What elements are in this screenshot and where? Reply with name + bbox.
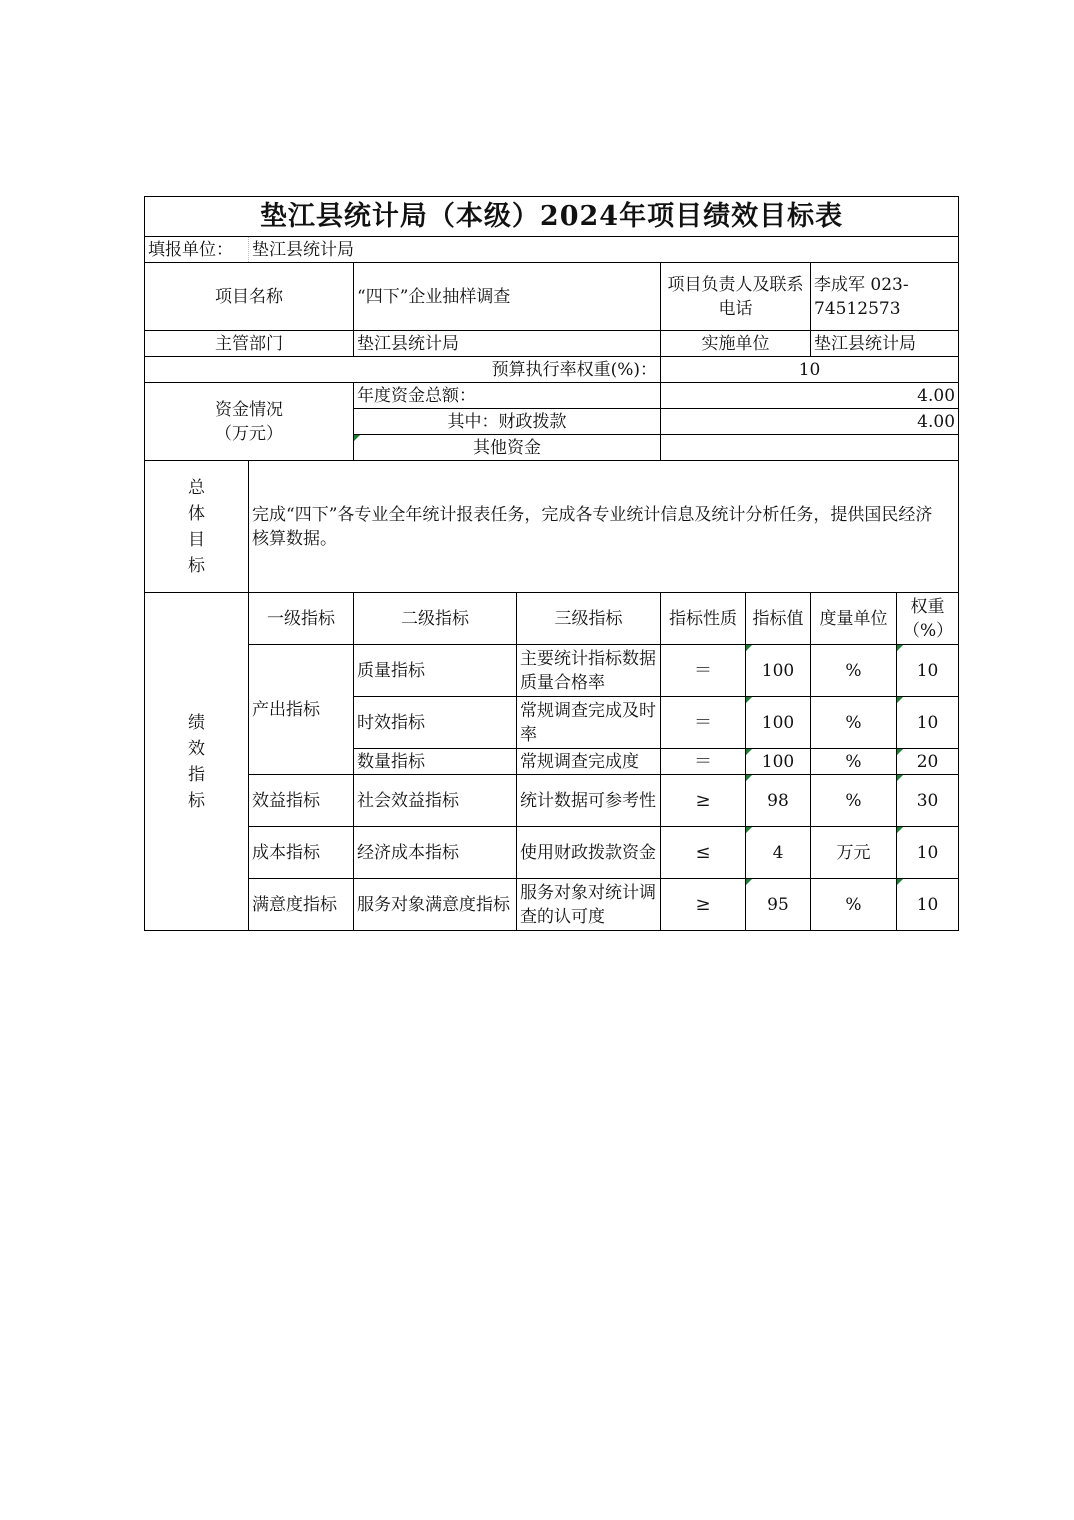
funds-other-value bbox=[661, 435, 959, 461]
row-nature: ≥ bbox=[661, 879, 746, 931]
table-row bbox=[145, 879, 959, 931]
table-row bbox=[145, 645, 959, 697]
row-value: 4 bbox=[746, 827, 811, 879]
row-value: 98 bbox=[746, 775, 811, 827]
row-level3: 主要统计指标数据质量合格率 bbox=[517, 645, 661, 697]
header-nature: 指标性质 bbox=[661, 593, 746, 645]
group-benefit: 效益指标 bbox=[249, 775, 354, 827]
row-level2: 经济成本指标 bbox=[354, 827, 517, 879]
funds-label bbox=[145, 383, 354, 461]
row-nature: ＝ bbox=[661, 645, 746, 697]
funds-label-line2: （万元） bbox=[215, 423, 283, 444]
table-row bbox=[145, 827, 959, 879]
row-level3: 使用财政拨款资金 bbox=[517, 827, 661, 879]
row-level3: 常规调查完成及时率 bbox=[517, 697, 661, 749]
table-title: 垫江县统计局（本级）2024年项目绩效目标表 bbox=[145, 197, 959, 237]
row-weight: 10 bbox=[897, 697, 959, 749]
row-unit: % bbox=[811, 749, 897, 775]
funds-fiscal-label: 其中：财政拨款 bbox=[354, 409, 661, 435]
impl-value: 垫江县统计局 bbox=[811, 331, 959, 357]
header-value: 指标值 bbox=[746, 593, 811, 645]
row-nature: ＝ bbox=[661, 697, 746, 749]
funds-label-line1: 资金情况 bbox=[215, 399, 283, 420]
group-satisfaction: 满意度指标 bbox=[249, 879, 354, 931]
dept-value: 垫江县统计局 bbox=[354, 331, 661, 357]
row-unit: % bbox=[811, 879, 897, 931]
fill-unit-label: 填报单位： bbox=[145, 237, 249, 263]
header-weight: 权重（%） bbox=[897, 593, 959, 645]
project-name-label: 项目名称 bbox=[145, 263, 354, 331]
indicator-label-char: 绩 bbox=[188, 712, 205, 733]
indicator-label-char: 指 bbox=[188, 764, 205, 785]
indicator-label-char: 效 bbox=[188, 738, 205, 759]
performance-target-sheet bbox=[144, 196, 958, 931]
row-nature: ≤ bbox=[661, 827, 746, 879]
row-value: 100 bbox=[746, 697, 811, 749]
indicator-label-char: 标 bbox=[188, 790, 205, 811]
project-name-value: “四下”企业抽样调查 bbox=[354, 263, 661, 331]
row-weight: 10 bbox=[897, 827, 959, 879]
goal-label-char: 标 bbox=[188, 555, 205, 576]
funds-total-value: 4.00 bbox=[661, 383, 959, 409]
performance-target-table bbox=[144, 196, 959, 931]
row-level3: 常规调查完成度 bbox=[517, 749, 661, 775]
funds-fiscal-value: 4.00 bbox=[661, 409, 959, 435]
row-nature: ＝ bbox=[661, 749, 746, 775]
row-unit: % bbox=[811, 775, 897, 827]
fill-unit-value: 垫江县统计局 bbox=[249, 237, 959, 263]
header-level3: 三级指标 bbox=[517, 593, 661, 645]
funds-other-label: 其他资金 bbox=[354, 435, 661, 461]
budget-rate-value: 10 bbox=[661, 357, 959, 383]
row-level2: 时效指标 bbox=[354, 697, 517, 749]
row-level3: 统计数据可参考性 bbox=[517, 775, 661, 827]
performance-indicator-label bbox=[145, 593, 249, 931]
row-unit: 万元 bbox=[811, 827, 897, 879]
funds-total-label: 年度资金总额： bbox=[354, 383, 661, 409]
header-unit: 度量单位 bbox=[811, 593, 897, 645]
row-value: 100 bbox=[746, 749, 811, 775]
header-level2: 二级指标 bbox=[354, 593, 517, 645]
header-level1: 一级指标 bbox=[249, 593, 354, 645]
row-nature: ≥ bbox=[661, 775, 746, 827]
row-value: 95 bbox=[746, 879, 811, 931]
row-level3: 服务对象对统计调查的认可度 bbox=[517, 879, 661, 931]
row-weight: 20 bbox=[897, 749, 959, 775]
row-level2: 质量指标 bbox=[354, 645, 517, 697]
contact-value: 李成军 023-74512573 bbox=[811, 263, 959, 331]
row-level2: 数量指标 bbox=[354, 749, 517, 775]
row-level2: 服务对象满意度指标 bbox=[354, 879, 517, 931]
row-weight: 30 bbox=[897, 775, 959, 827]
row-value: 100 bbox=[746, 645, 811, 697]
goal-label-char: 总 bbox=[188, 477, 205, 498]
impl-label: 实施单位 bbox=[661, 331, 811, 357]
table-row bbox=[145, 775, 959, 827]
row-weight: 10 bbox=[897, 645, 959, 697]
row-level2: 社会效益指标 bbox=[354, 775, 517, 827]
goal-label-char: 体 bbox=[188, 503, 205, 524]
overall-goal-label bbox=[145, 461, 249, 593]
overall-goal-text: 完成“四下”各专业全年统计报表任务，完成各专业统计信息及统计分析任务，提供国民经济核算数据。 bbox=[249, 461, 959, 593]
dept-label: 主管部门 bbox=[145, 331, 354, 357]
row-unit: % bbox=[811, 645, 897, 697]
group-cost: 成本指标 bbox=[249, 827, 354, 879]
row-unit: % bbox=[811, 697, 897, 749]
row-weight: 10 bbox=[897, 879, 959, 931]
budget-rate-label: 预算执行率权重(%)： bbox=[145, 357, 661, 383]
group-output: 产出指标 bbox=[249, 645, 354, 775]
goal-label-char: 目 bbox=[188, 529, 205, 550]
contact-label: 项目负责人及联系电话 bbox=[661, 263, 811, 331]
